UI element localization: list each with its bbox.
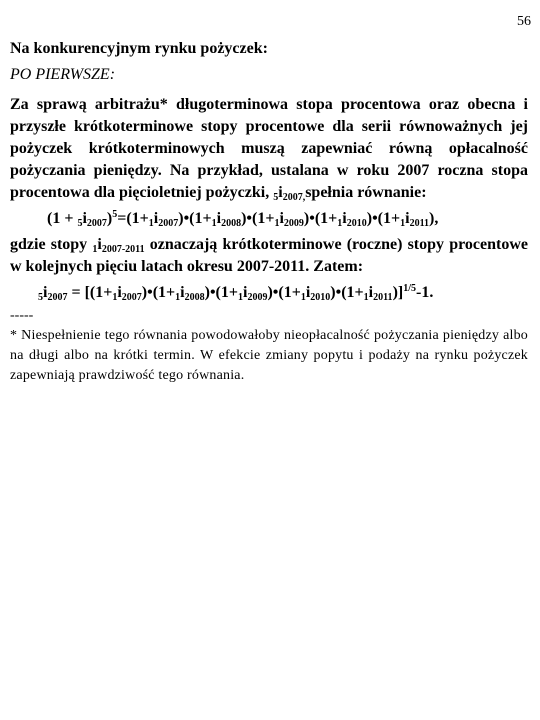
footnote: * Niespełnienie tego równania powodowałoby nieopłacalność pożyczania pieniędzy albo na długi albo na krótki termin. W efekcie zmiany popytu i podaży na rynku pożyczek zapewniają prawdziwość tego równania. (10, 328, 528, 383)
eq-pre: 1 (112, 292, 118, 303)
eq-part: )•(1+ (267, 284, 301, 301)
eq-part: )•(1+ (178, 210, 212, 227)
eq-part: )•(1+ (241, 210, 275, 227)
symbol-i: i (278, 184, 283, 201)
eq-i: i (153, 210, 159, 227)
eq-pre: 1 (337, 218, 343, 229)
eq-sub: 2008 (221, 218, 242, 229)
eq-pre: 1 (211, 218, 217, 229)
eq-sub: 2007 (86, 218, 107, 229)
eq-part: -1. (416, 284, 434, 301)
eq-part: ) (106, 210, 113, 227)
eq-sub: 2007 (158, 218, 179, 229)
eq-part: )] (392, 284, 404, 301)
eq-sub: 2009 (283, 218, 304, 229)
eq-part: )•(1+ (366, 210, 401, 227)
eq-pre: 1 (148, 218, 154, 229)
eq-pre: 1 (274, 218, 280, 229)
eq-i: i (180, 284, 185, 301)
eq-sub: 2011 (373, 292, 393, 303)
eq-sub: 2009 (247, 292, 268, 303)
eq-sub: 2008 (184, 292, 205, 303)
eq-pre: 1 (363, 292, 369, 303)
symbol-prefix: 5 (273, 192, 279, 203)
eq-i: i (342, 210, 347, 227)
symbol-subscript: 2007-2011 (101, 244, 145, 255)
section-heading: Na konkurencyjnym rynku pożyczek: (10, 40, 268, 57)
equation-solution (10, 282, 528, 304)
eq-i: i (405, 210, 410, 227)
eq-part: =(1+ (117, 210, 149, 227)
eq-sub: 2007 (121, 292, 142, 303)
eq-power: 1/5 (403, 283, 416, 294)
eq-i: i (279, 210, 284, 227)
eq-sub: 2010 (310, 292, 331, 303)
paragraph-short-rates (10, 234, 528, 278)
paragraph-arbitrage (10, 94, 528, 204)
paragraph-arbitrage-text: Za sprawą arbitrażu* długoterminowa stopa procentowa oraz obecna i przyszłe krótkoterminowe stopy procentowe dla serii równoważnych jej pożyczek krótkoterminowych muszą zapewniać równą opłacalność pożyczania pieniędzy. Na przykład, ustalana w roku 2007 roczna stopa procentowa dla pięcioletniej pożyczki, (10, 96, 528, 201)
footnote-separator: ----- (10, 308, 34, 323)
section-subheading: PO PIERWSZE: (10, 66, 116, 83)
page-number: 56 (517, 14, 531, 29)
eq-pre: 5 (38, 292, 43, 303)
symbol-prefix: 1 (92, 244, 98, 255)
eq-sub: 2007 (47, 292, 68, 303)
eq-i: i (43, 284, 48, 301)
eq-part: ), (429, 210, 439, 227)
eq-part: )•(1+ (141, 284, 176, 301)
eq-pre: 1 (238, 292, 243, 303)
eq-i: i (243, 284, 248, 301)
eq-pre: 1 (400, 218, 406, 229)
eq-pre: 1 (300, 292, 306, 303)
eq-i: i (82, 210, 87, 227)
eq-i: i (305, 284, 311, 301)
paragraph-short-rates-tail: oznaczają krótkoterminowe (roczne) stopy procentowe w kolejnych pięciu latach okresu 2007-2011. Zatem: (10, 236, 529, 275)
eq-part: )•(1+ (303, 210, 338, 227)
eq-i: i (368, 284, 374, 301)
symbol-subscript: 2007, (282, 192, 306, 203)
paragraph-short-rates-lead: gdzie stopy (10, 236, 93, 253)
eq-part: )•(1+ (330, 284, 364, 301)
page-content (10, 40, 528, 386)
eq-power: 5 (112, 209, 118, 220)
equation-long-rate (10, 208, 528, 230)
symbol-i: i (97, 236, 102, 253)
eq-sub: 2011 (409, 218, 430, 229)
eq-pre: 1 (175, 292, 181, 303)
paragraph-arbitrage-tail: spełnia równanie: (305, 184, 427, 201)
eq-part: = [(1+ (67, 284, 113, 301)
eq-part: (1 + (47, 210, 78, 227)
eq-i: i (117, 284, 122, 301)
eq-i: i (216, 210, 222, 227)
eq-pre: 5 (77, 218, 83, 229)
eq-sub: 2010 (346, 218, 367, 229)
eq-part: )•(1+ (204, 284, 238, 301)
